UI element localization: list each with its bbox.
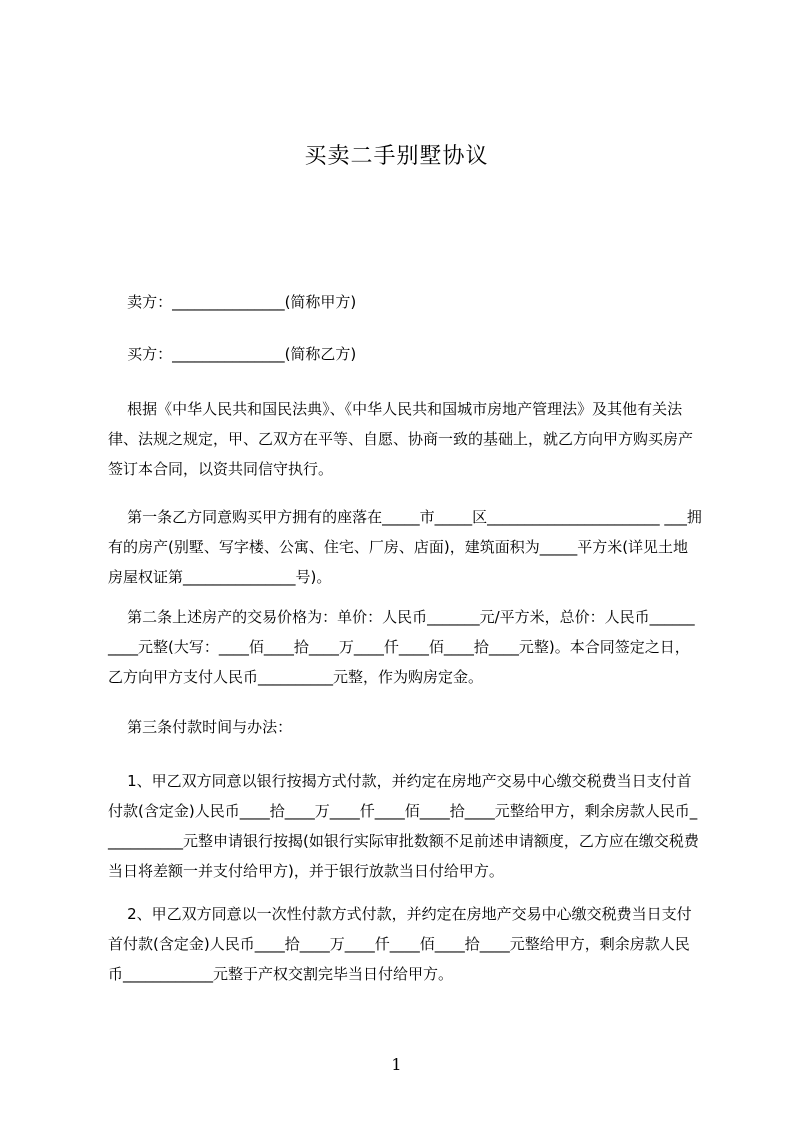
payment-method-2-paragraph: 2、甲乙双方同意以一次性付款方式付款，并约定在房地产交易中心缴交税费当日支付首付款(含定金)人民币____拾____万____仟____佰____拾____元整给甲方，剩余房款人民币____________元整于产权交割完毕当日付给甲方。 xyxy=(108,905,692,983)
payment-method-1-paragraph: 1、甲乙双方同意以银行按揭方式付款，并约定在房地产交易中心缴交税费当日支付首付款(含定金)人民币____拾____万____仟____佰____拾____元整给甲方，剩余房款人民币___________元整申请银行按揭(如银行实际审批数额不足前述申请额度，乙方应在缴交税费当日将差额一并支付给甲方)，并于银行放款当日付给甲方。 xyxy=(108,772,699,880)
article-2-paragraph: 第二条上述房产的交易价格为：单价：人民币_______元/平方米，总价：人民币__________元整(大写：____佰____拾____万____仟____佰____拾____元整)。本合同签定之日，乙方向甲方支付人民币__________元整，作为购房定金。 xyxy=(108,608,695,686)
seller-line: 卖方：_______________(简称甲方) xyxy=(108,293,357,311)
document-title: 买卖二手别墅协议 xyxy=(304,144,489,169)
article-1-paragraph: 第一条乙方同意购买甲方拥有的座落在_____市_____区_______________________ ___拥有的房产(别墅、写字楼、公寓、住宅、厂房、店面)，建筑面积为_____平方米(详见土地房屋权证第_______________号)。 xyxy=(108,508,702,586)
buyer-line: 买方：_______________(简称乙方) xyxy=(108,345,357,363)
article-3-heading: 第三条付款时间与办法： xyxy=(108,718,293,736)
page-number: 1 xyxy=(391,1055,402,1074)
preamble-paragraph: 根据《中华人民共和国民法典》、《中华人民共和国城市房地产管理法》及其他有关法律、法规之规定，甲、乙双方在平等、自愿、协商一致的基础上，就乙方向甲方购买房产签订本合同，以资共同信守执行。 xyxy=(108,400,694,478)
